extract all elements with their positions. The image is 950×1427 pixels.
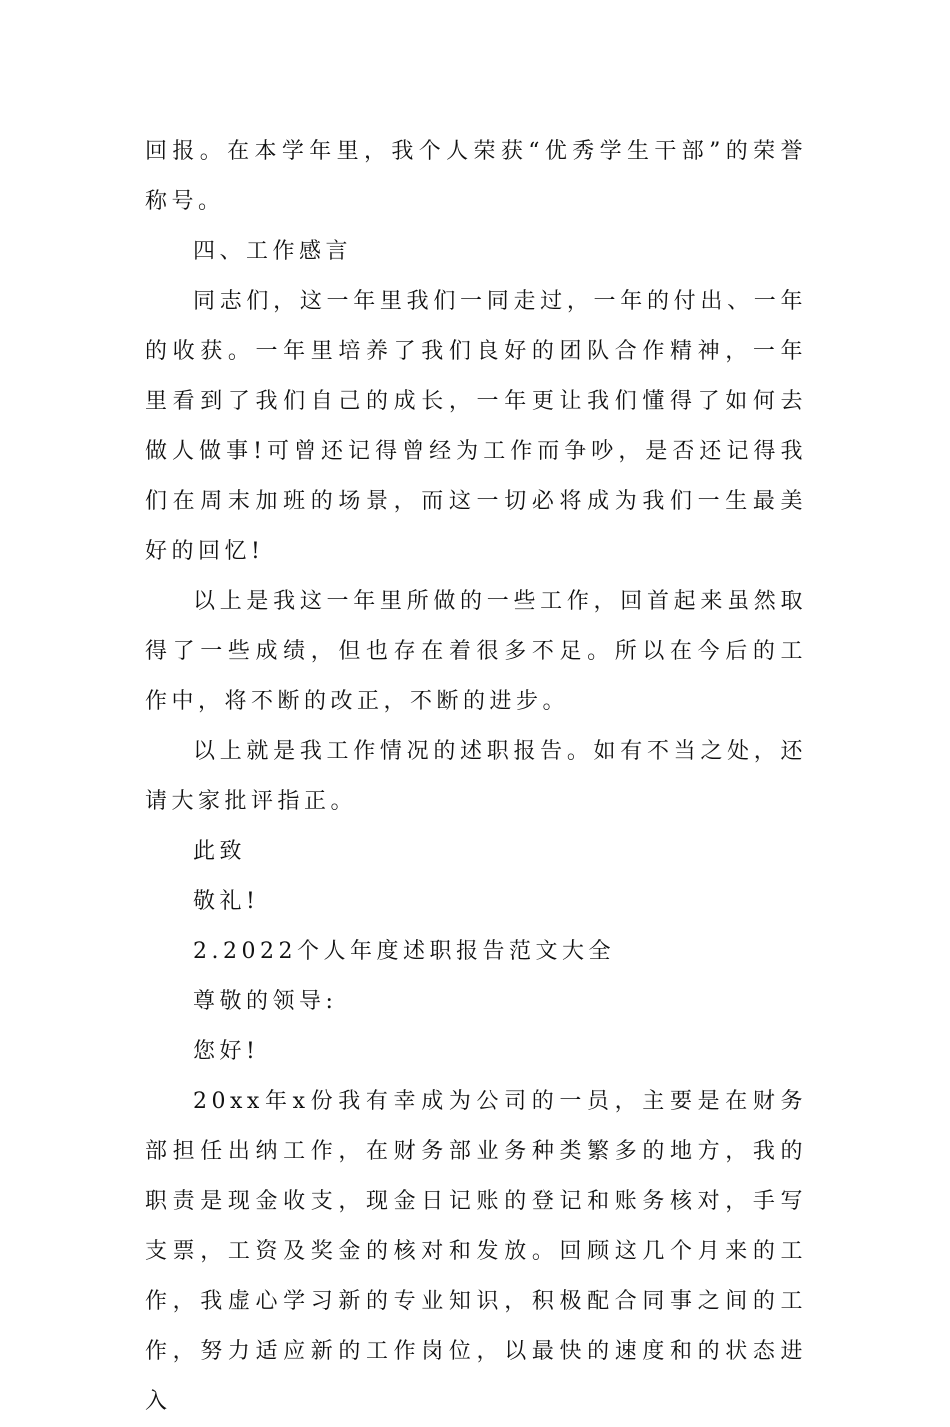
greeting-addressee: 尊敬的领导:: [193, 989, 338, 1014]
paragraph-closing-remark: 以上就是我工作情况的述职报告。如有不当之处，还请大家批评指正。: [145, 739, 807, 814]
paragraph-summary: 以上是我这一年里所做的一些工作，回首起来虽然取得了一些成绩，但也存在着很多不足。所以在今后的工作中，将不断的改正，不断的进步。: [145, 589, 807, 714]
section-heading-report-2: 2.2022个人年度述职报告范文大全: [193, 939, 615, 964]
section-heading-work-reflections: 四、工作感言: [193, 239, 353, 264]
greeting-hello: 您好!: [193, 1039, 260, 1064]
paragraph-honor: 回报。在本学年里，我个人荣获“优秀学生干部”的荣誉称号。: [145, 139, 807, 214]
paragraph-cashier-work: 20xx年x份我有幸成为公司的一员，主要是在财务部担任出纳工作，在财务部业务种类繁多的地方，我的职责是现金收支，现金日记账的登记和账务核对，手写支票，工资及奖金的核对和发放。回顾这几个月来的工作，我虚心学习新的专业知识，积极配合同事之间的工作，努力适应新的工作岗位，以最快的速度和的状态进入: [145, 1089, 807, 1414]
paragraph-reflections: 同志们，这一年里我们一同走过，一年的付出、一年的收获。一年里培养了我们良好的团队合作精神，一年里看到了我们自己的成长，一年更让我们懂得了如何去做人做事!可曾还记得曾经为工作而争吵，是否还记得我们在周末加班的场景，而这一切必将成为我们一生最美好的回忆!: [145, 289, 807, 564]
closing-salutation: 此致: [193, 839, 247, 864]
closing-regards: 敬礼!: [193, 889, 260, 914]
document-body: [145, 127, 807, 1427]
